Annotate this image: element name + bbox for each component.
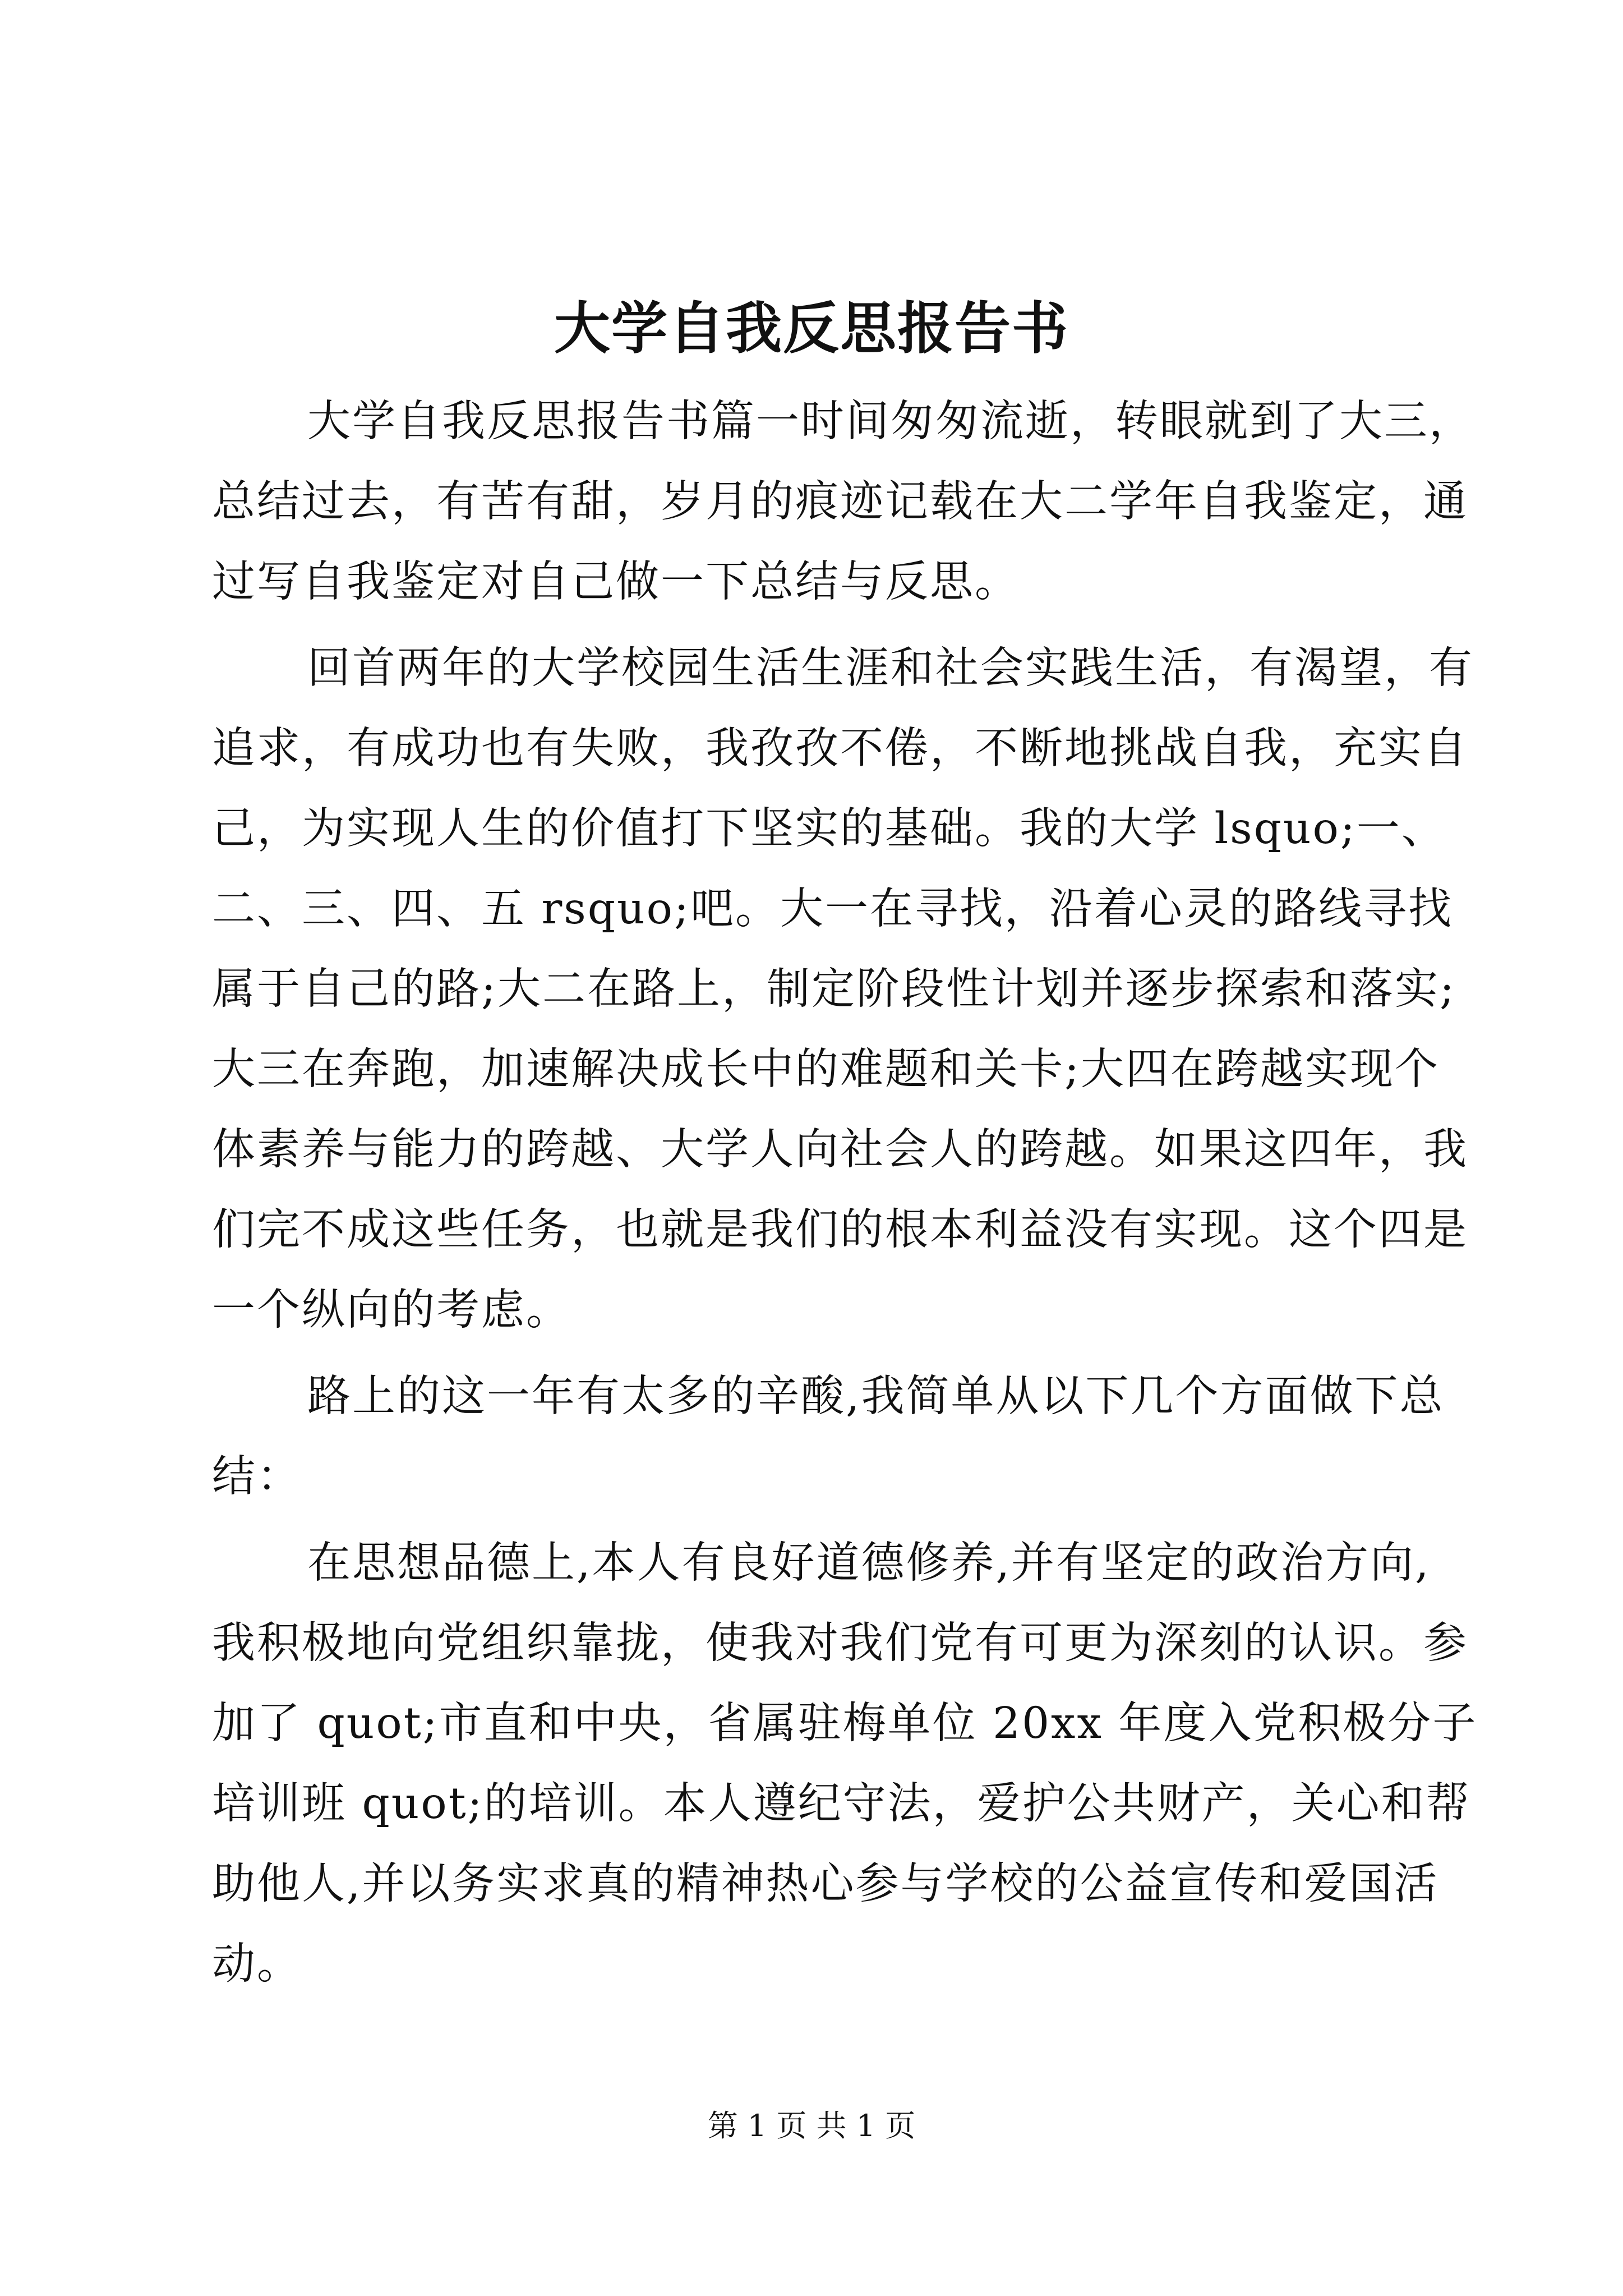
text-line: 一个纵向的考虑。 (212, 1285, 571, 1335)
text-line: 动。 (212, 1939, 302, 1989)
document-body (212, 381, 1478, 2010)
text-line: 体素养与能力的跨越、大学人向社会人的跨越。如果这四年，我 (212, 1125, 1468, 1175)
text-line: 总结过去，有苦有甜，岁月的痕迹记载在大二学年自我鉴定，通 (212, 477, 1468, 527)
text-line: 大三在奔跑，加速解决成长中的难题和关卡;大四在跨越实现个 (212, 1045, 1440, 1094)
paragraph-4 (212, 1523, 1478, 2004)
document-title: 大学自我反思报告书 (554, 295, 1069, 361)
text-line: 大学自我反思报告书篇一时间匆匆流逝，转眼就到了大三， (307, 397, 1474, 447)
page-number-footer: 第 1 页 共 1 页 (707, 2108, 916, 2143)
text-line: 我积极地向党组织靠拢，使我对我们党有可更为深刻的认识。参 (212, 1618, 1468, 1668)
text-line: 们完不成这些任务，也就是我们的根本利益没有实现。这个四是 (212, 1205, 1468, 1255)
text-line: 过写自我鉴定对自己做一下总结与反思。 (212, 557, 1020, 607)
text-line: 培训班 quot;的培训。本人遵纪守法，爱护公共财产，关心和帮 (212, 1779, 1471, 1829)
text-line: 结： (212, 1452, 302, 1502)
text-line: 二、三、四、五 rsquo;吧。大一在寻找，沿着心灵的路线寻找 (212, 884, 1453, 934)
text-line: 助他人,并以务实求真的精神热心参与学校的公益宣传和爱国活 (212, 1859, 1439, 1909)
paragraph-3 (212, 1356, 1445, 1517)
text-line: 属于自己的路;大二在路上，制定阶段性计划并逐步探索和落实; (212, 964, 1456, 1014)
paragraph-1 (212, 381, 1474, 622)
paragraph-2 (212, 628, 1474, 1350)
text-line: 加了 quot;市直和中央，省属驻梅单位 20xx 年度入党积极分子 (212, 1699, 1478, 1749)
text-line: 回首两年的大学校园生活生涯和社会实践生活，有渴望，有 (307, 643, 1474, 693)
text-line: 追求，有成功也有失败，我孜孜不倦，不断地挑战自我，充实自 (212, 724, 1468, 774)
text-line: 路上的这一年有太多的辛酸,我简单从以下几个方面做下总 (307, 1372, 1445, 1421)
text-line: 己，为实现人生的价值打下坚实的基础。我的大学 lsquo;一、 (212, 804, 1446, 854)
text-line: 在思想品德上,本人有良好道德修养,并有坚定的政治方向, (307, 1538, 1431, 1588)
